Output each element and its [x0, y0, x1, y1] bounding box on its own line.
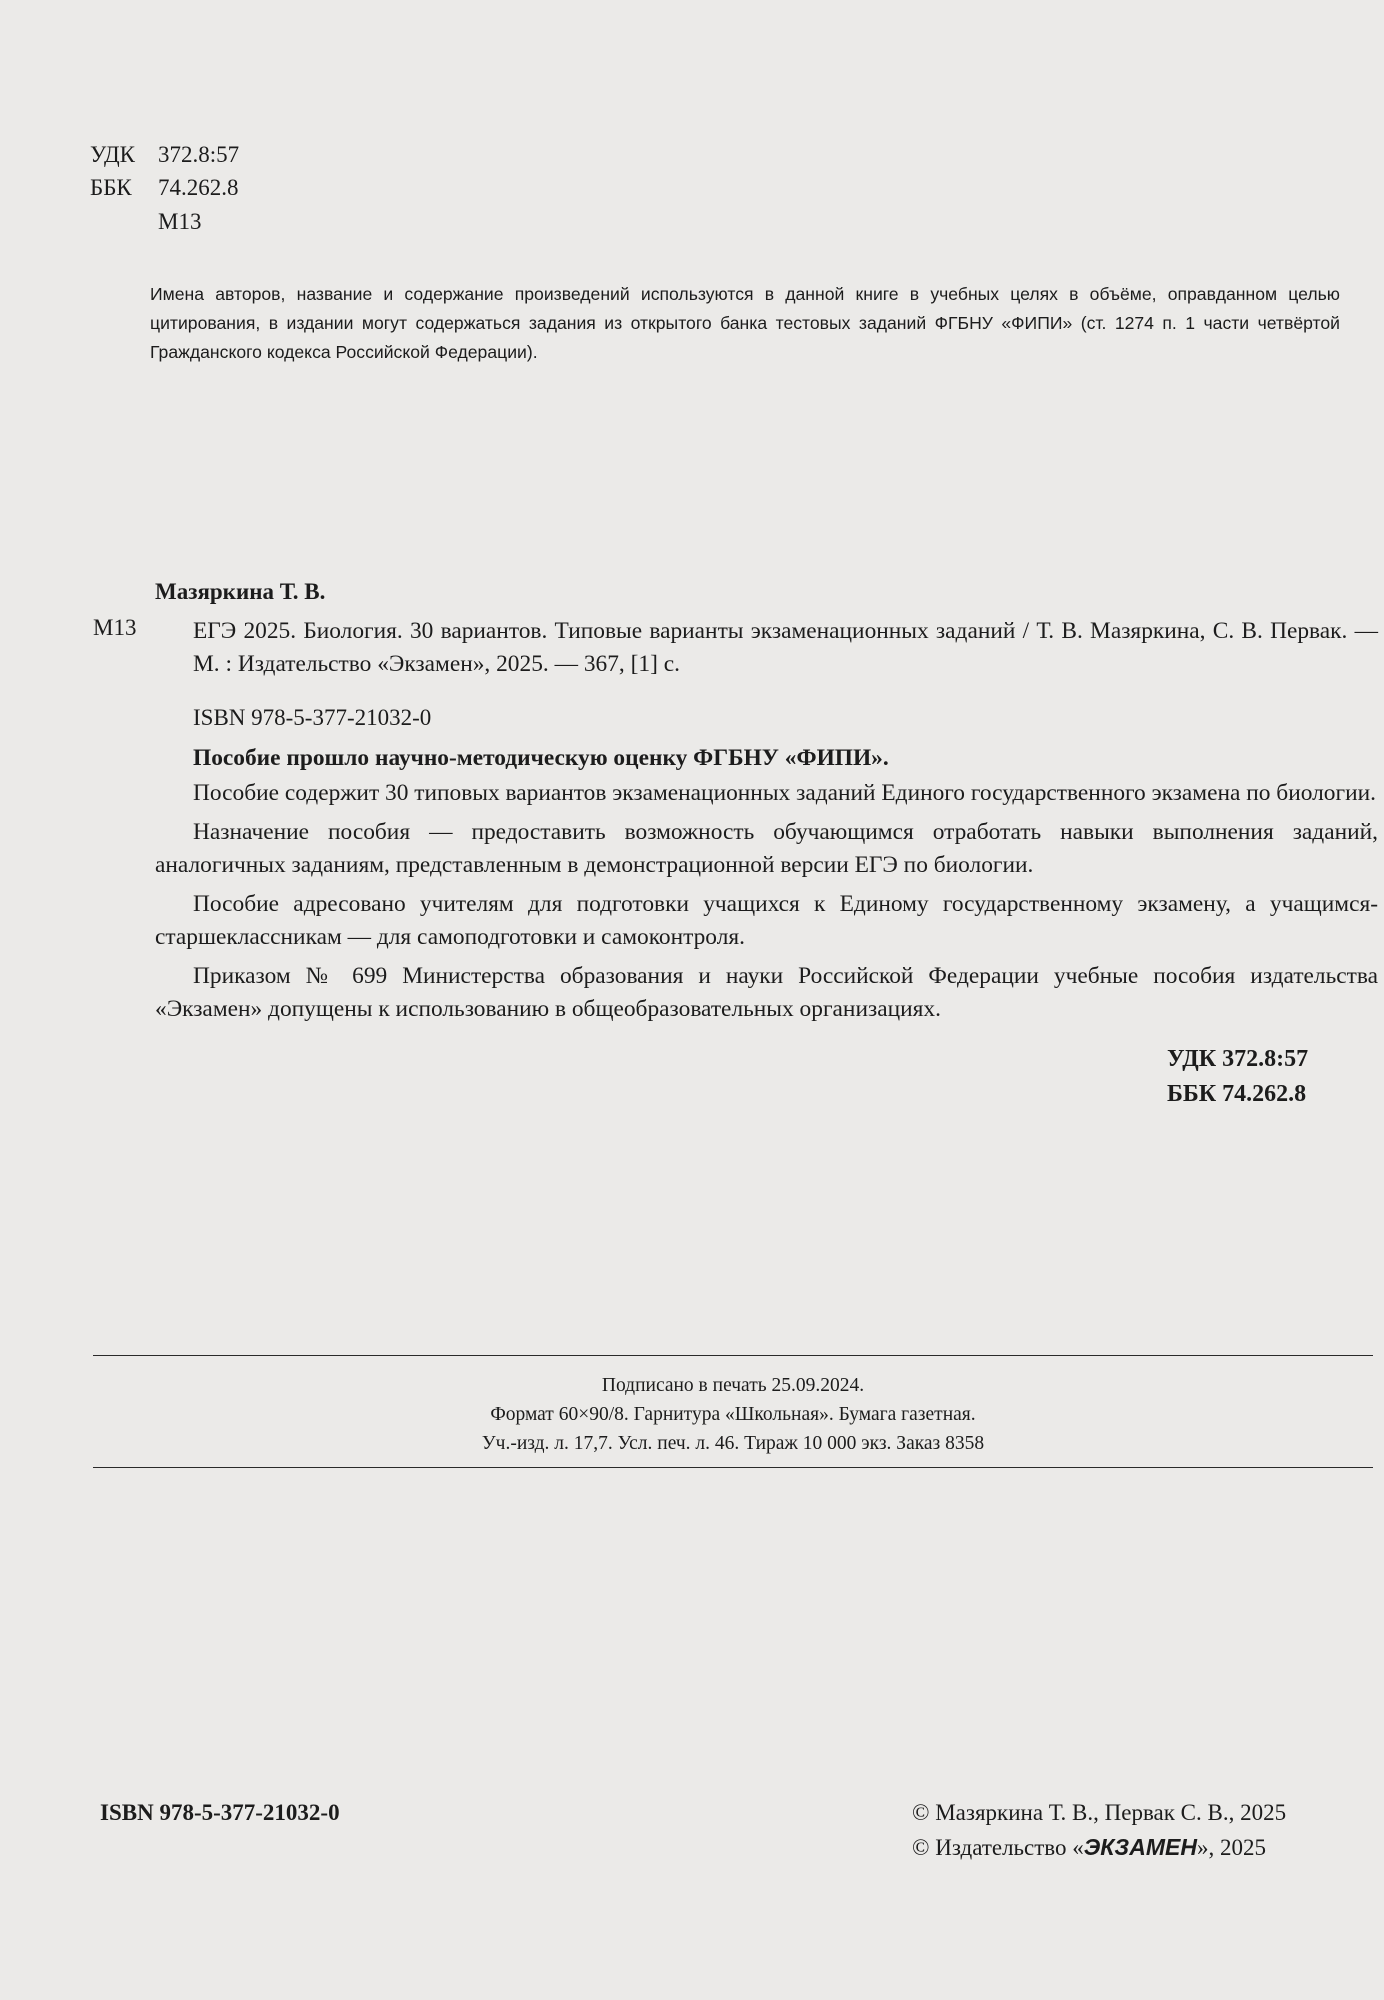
bbk-bottom: ББК 74.262.8 — [1167, 1081, 1307, 1107]
udk-value: 372.8:57 — [158, 142, 240, 167]
annotation-paragraph: Пособие адресовано учителям для подготовки учащихся к Единому государственному экзамену, а учащимся-старшеклассникам — для самоподготовки и самоконтроля. — [155, 891, 1378, 950]
copyright-publisher-prefix: © Издательство « — [912, 1835, 1084, 1860]
bbk-label: ББК — [90, 175, 132, 200]
annotation — [155, 742, 1378, 1032]
footer-isbn: ISBN 978-5-377-21032-0 — [100, 1800, 340, 1825]
copyright-block — [912, 1795, 1286, 1865]
bbk-top — [90, 171, 239, 204]
copyright-publisher — [912, 1830, 1286, 1865]
bibliographic-entry: ЕГЭ 2025. Биология. 30 вариантов. Типовые варианты экзаменационных заданий / Т. В. Мазяркина, С. В. Первак. — М. : Издательство «Экзамен», 2025. — 367, [1] с. — [193, 618, 1378, 677]
imprint — [93, 1371, 1373, 1458]
annotation-paragraph: Назначение пособия — предоставить возможность обучающимся отработать навыки выполнения заданий, аналогичных заданиям, представленным в демонстрационной версии ЕГЭ по биологии. — [155, 819, 1378, 878]
annotation-paragraph: Пособие содержит 30 типовых вариантов экзаменационных заданий Единого государственного экзамена по биологии. — [193, 780, 1376, 806]
annotation-paragraph: Пособие прошло научно-методическую оценку ФГБНУ «ФИПИ». — [193, 745, 889, 771]
divider-bottom — [93, 1467, 1373, 1468]
author-code-value: М13 — [158, 209, 202, 234]
author-code-top — [90, 205, 201, 238]
udk-top — [90, 138, 239, 171]
publisher-brand: ЭКЗАМЕН — [1083, 1834, 1197, 1860]
annotation-paragraph: Приказом № 699 Министерства образования и науки Российской Федерации учебные пособия издательства «Экзамен» допущены к использованию в общеобразовательных организациях. — [155, 963, 1378, 1022]
bbk-value: 74.262.8 — [158, 175, 239, 200]
copyright-publisher-suffix: », 2025 — [1196, 1835, 1266, 1860]
copyright-authors: © Мазяркина Т. В., Первак С. В., 2025 — [912, 1800, 1287, 1825]
imprint-signed: Подписано в печать 25.09.2024. — [601, 1375, 865, 1396]
author-heading: Мазяркина Т. В. — [155, 579, 326, 604]
udk-bottom: УДК 372.8:57 — [1167, 1046, 1309, 1072]
classification-bottom — [1167, 1042, 1308, 1112]
divider-top — [93, 1355, 1373, 1356]
usage-notice: Имена авторов, название и содержание произведений используются в данной книге в учебных целях в объёме, оправданном целью цитирования, в издании могут содержаться задания из открытого банка тестовых заданий ФГБНУ «ФИПИ» (ст. 1274 п. 1 части четвёртой Гражданского кодекса Российской Федерации). — [150, 284, 1340, 362]
imprint-format: Формат 60×90/8. Гарнитура «Школьная». Бумага газетная. — [490, 1404, 976, 1425]
udk-label: УДК — [90, 142, 135, 167]
isbn-line: ISBN 978-5-377-21032-0 — [193, 705, 432, 730]
imprint-details: Уч.-изд. л. 17,7. Усл. печ. л. 46. Тираж 10 000 экз. Заказ 8358 — [481, 1433, 985, 1454]
catalog-code: М13 — [93, 615, 137, 640]
